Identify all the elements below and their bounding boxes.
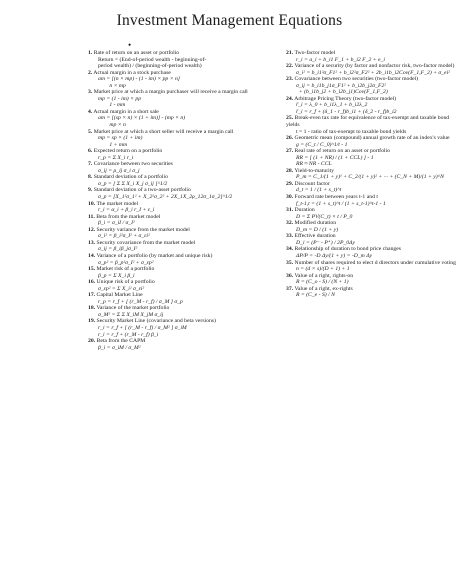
equation-formula: f_t-1,t = (1 + s_t)^t / (1 + s_t-1)^t-1 - 1 <box>296 200 386 207</box>
equation-item <box>88 109 263 129</box>
equation-formula: RR = [ (1 + NR) / (1 + CCL) ] - 1 <box>296 154 374 161</box>
equation-formula: n = (d × s)/(D + 1) + 1 <box>296 266 350 273</box>
equation-formula: r_p = r_f + [ (r_M - r_f) / σ_M ] σ_p <box>98 298 183 305</box>
equation-number: 35. <box>286 259 294 266</box>
equation-formula: D = Σ PV(C_t) × t / P_0 <box>296 213 353 220</box>
equation-title: Value of a right, rights-on <box>294 272 354 279</box>
equation-formula: r_p = Σ X_i r_i <box>98 154 134 161</box>
equation-number: 11. <box>88 213 95 220</box>
equation-formula: σ_i² = β_i²σ_I² + σ_εi² <box>98 233 150 240</box>
equation-title: Actual margin in a short sale <box>93 108 159 115</box>
equation-title: Arbitrage Pricing Theory (two-factor model) <box>294 95 397 102</box>
equation-formula: σ_M² = Σ Σ X_iM X_jM σ_ij <box>98 311 164 318</box>
page-title: Investment Management Equations <box>116 12 343 29</box>
equation-item <box>286 148 459 168</box>
equation-title: Market price at which a short seller will receive a margin call <box>93 128 234 135</box>
equation-title: Beta from the CAPM <box>96 338 146 345</box>
equation-title: Geometric mean (compound) annual growth rate of an index's value <box>294 135 450 142</box>
equation-number: 32. <box>286 220 294 227</box>
equation-formula: RR ≈ NR - CCL <box>296 161 332 168</box>
equation-title: Modified duration <box>294 220 337 227</box>
equation-number: 3. <box>88 89 93 96</box>
equation-title: Unique risk of a portfolio <box>96 279 155 286</box>
equation-formula: R = (C_o - S) / (N + 1) <box>296 279 349 286</box>
equation-item <box>286 115 459 135</box>
equation-item <box>286 260 459 273</box>
equation-formula: mp = sp × (1 + im) <box>98 135 143 142</box>
equation-title: Security Market Line (covariance and beta versions) <box>96 318 216 325</box>
equation-item <box>88 227 263 240</box>
equation-formula: P_m = C_1/(1 + y)¹ + C_2/(1 + y)² + ··· + (C_N + M)/(1 + y)^N <box>296 174 444 181</box>
equation-item <box>88 161 263 174</box>
left-column <box>88 50 263 351</box>
equation-title: Discount factor <box>294 180 330 187</box>
equation-title: Security variance from the market model <box>96 226 190 233</box>
equation-item <box>88 201 263 214</box>
equation-title: Variance of a portfolio (by market and unique risk) <box>96 252 213 259</box>
equation-number: 5. <box>88 128 93 135</box>
equation-title: Real rate of return on an asset or portfolio <box>294 148 390 155</box>
equation-item <box>88 89 263 109</box>
equation-title: Market risk of a portfolio <box>96 266 155 273</box>
equation-title: Covariance between two securities (two-factor model) <box>294 76 419 83</box>
equation-number: 23. <box>286 76 294 83</box>
equation-formula: + (b_i1b_j2 + b_i2b_j1)Cov(F_1,F_2) <box>296 89 388 96</box>
equation-item <box>286 233 459 246</box>
equation-number: 24. <box>286 95 294 102</box>
equation-formula: 1 - mm <box>98 102 126 109</box>
equation-formula: 1 + mm <box>98 141 128 148</box>
equation-formula: n × mp <box>98 82 126 89</box>
equation-formula: g = (C_t / C_0)^1/t - 1 <box>296 141 348 148</box>
equation-number: 28. <box>286 167 294 174</box>
equation-formula: σ_p = [X_1²σ_1² + X_2²σ_2² + 2X_1X_2ρ_12σ_1σ_2]^1/2 <box>98 194 233 201</box>
right-column <box>286 50 459 299</box>
equation-item <box>88 50 263 70</box>
equation-item <box>286 135 459 148</box>
equation-formula: period wealth) / (beginning-of-period wealth) <box>98 63 202 70</box>
equation-title: Security covariance from the market model <box>96 239 196 246</box>
equation-formula: am = [(n × mp) - (1 - im) × pp × n] <box>98 76 181 83</box>
equation-title: Number of shares required to elect d directors under cumulative voting <box>294 259 456 266</box>
equation-number: 20. <box>88 338 96 345</box>
equation-item <box>88 292 263 305</box>
equation-number: 16. <box>88 279 96 286</box>
equation-formula: r_i = r_f + [ (r_M - r_f) / σ_M² ] σ_iM <box>98 324 187 331</box>
equation-formula: r_i = α_i + β_i r_I + ε_i <box>98 207 155 214</box>
equation-number: 4. <box>88 108 93 115</box>
equation-item <box>88 214 263 227</box>
equation-title: Market price at which a margin purchaser will receive a margin call <box>93 89 248 96</box>
equation-number: 26. <box>286 135 294 142</box>
equation-number: 25. <box>286 115 294 122</box>
equation-item <box>88 187 263 200</box>
equation-title: Expected return on a portfolio <box>93 148 163 155</box>
equation-title: Forward rate between years t-1 and t <box>294 194 378 201</box>
equation-formula: σ_εp² = Σ X_i² σ_εi² <box>98 285 145 292</box>
equation-item <box>286 273 459 286</box>
equation-formula: β_i = σ_iI / σ_I² <box>98 220 135 227</box>
equation-number: 12. <box>88 226 96 233</box>
equation-title: Effective duration <box>294 233 336 240</box>
equation-item <box>286 50 459 63</box>
equation-title: Standard deviation of a two-asset portfolio <box>93 187 191 194</box>
equation-formula: t = 1 - ratio of tax-exempt to taxable bond yields <box>296 128 407 135</box>
equation-number: 8. <box>88 174 93 181</box>
equation-title: Yield-to-maturity <box>294 167 335 174</box>
equation-formula: mp × n <box>98 122 126 129</box>
equation-formula: β_i = σ_iM / σ_M² <box>98 344 141 351</box>
equation-number: 17. <box>88 292 96 299</box>
equation-formula: am = [(sp × n) × (1 + im)] - (mp × n) <box>98 115 186 122</box>
equation-formula: r̄_i = λ_0 + b_i1λ_1 + b_i2λ_2 <box>296 102 368 109</box>
equation-number: 13. <box>88 239 96 246</box>
equation-formula: σ_p² = β_p²σ_I² + σ_εp² <box>98 259 154 266</box>
equation-item <box>88 240 263 253</box>
equation-item <box>88 318 263 338</box>
equation-number: 7. <box>88 161 93 168</box>
equation-item <box>286 181 459 194</box>
equation-title: Rate of return on an asset or portfolio <box>93 50 180 56</box>
equation-number: 21. <box>286 50 294 56</box>
equation-item <box>88 266 263 279</box>
equation-item <box>88 305 263 318</box>
equation-title: Variance of the market portfolio <box>96 305 170 312</box>
equation-item <box>88 253 263 266</box>
equation-number: 36. <box>286 272 294 279</box>
equation-number: 22. <box>286 63 294 70</box>
equation-formula: mp = (1 - im) × pp <box>98 95 142 102</box>
equation-number: 18. <box>88 305 96 312</box>
equation-item <box>286 246 459 259</box>
equation-item <box>286 96 459 116</box>
equation-title: Standard deviation of a portfolio <box>93 174 168 181</box>
equation-formula: β_p = Σ X_i β_i <box>98 272 135 279</box>
equation-number: 6. <box>88 148 93 155</box>
equation-item <box>88 129 263 149</box>
equation-formula: d_t = 1 / (1 + s_t)^t <box>296 187 342 194</box>
equation-item <box>88 279 263 292</box>
equation-number: 9. <box>88 187 93 194</box>
equation-item <box>286 168 459 181</box>
equation-number: 19. <box>88 318 96 325</box>
equation-number: 1. <box>88 50 93 56</box>
equation-formula: r_i = a_i + b_i1 F_1 + b_i2 F_2 + e_i <box>296 56 385 63</box>
equation-title: The market model <box>96 200 139 207</box>
equation-item <box>88 148 263 161</box>
equation-title: Capital Market Line <box>96 292 143 299</box>
equation-item <box>88 70 263 90</box>
equation-item <box>286 220 459 233</box>
equation-title: Actual margin in a stock purchase <box>93 69 171 76</box>
equation-number: 15. <box>88 266 96 273</box>
equation-number: 34. <box>286 246 294 253</box>
equation-item <box>286 286 459 299</box>
equation-formula: σ_p = [ Σ Σ X_i X_j σ_ij ]^1/2 <box>98 180 168 187</box>
equation-formula: σ_i² = b_i1²σ_F1² + b_i2²σ_F2² + 2b_i1b_i2Cov(F_1,F_2) + σ_ei² <box>296 69 450 76</box>
equation-formula: ΔP/P = -D Δy/(1 + y) = -D_m Δy <box>296 252 373 259</box>
equation-item <box>286 63 459 76</box>
equation-title: Duration <box>294 207 315 214</box>
equation-title: Value of a right, ex-rights <box>294 285 353 292</box>
equation-title: Variance of a security (by factor and nonfactor risk, two-factor model) <box>294 63 455 70</box>
equation-number: 29. <box>286 180 294 187</box>
equation-number: 31. <box>286 207 294 214</box>
equation-formula: r_i = r_f + (r_M - r_f) β_i <box>98 331 159 338</box>
equation-formula: D_i = (P⁻ - P⁺) / 2P_0Δy <box>296 239 355 246</box>
equation-item <box>286 76 459 96</box>
equation-item <box>286 194 459 207</box>
bullet-mark: • <box>128 40 132 50</box>
equation-number: 30. <box>286 194 294 201</box>
equation-number: 10. <box>88 200 96 207</box>
equation-number: 14. <box>88 252 96 259</box>
equation-item <box>286 207 459 220</box>
equation-title: Covariance between two securities <box>93 161 173 168</box>
equation-number: 33. <box>286 233 294 240</box>
equation-formula: R = (C_e - S) / N <box>296 292 335 299</box>
equation-formula: σ_ij = b_i1b_j1σ_F1² + b_i2b_j2σ_F2² <box>296 82 386 89</box>
equation-item <box>88 174 263 187</box>
equation-number: 2. <box>88 69 93 76</box>
equation-item <box>88 338 263 351</box>
equation-formula: σ_ij = ρ_ij σ_i σ_j <box>98 167 140 174</box>
equation-number: 37. <box>286 285 294 292</box>
equation-formula: Return = (End-of-period wealth - beginning-of- <box>98 56 207 63</box>
equation-title: Two-factor model <box>294 50 336 56</box>
equation-title: Beta from the market model <box>96 213 161 220</box>
equation-formula: r̄_i = r_f + (δ_1 - r_f)b_i1 + (δ_2 - r_f)b_i2 <box>296 108 397 115</box>
equation-formula: D_m = D / (1 + y) <box>296 226 339 233</box>
equation-title: Relationship of duration to bond price changes <box>294 246 401 253</box>
equation-formula: σ_ij = β_iβ_jσ_I² <box>98 246 138 253</box>
equation-title: Break-even tax rate for equivalence of tax-exempt and taxable bond yields <box>286 115 450 129</box>
equation-number: 27. <box>286 148 294 155</box>
